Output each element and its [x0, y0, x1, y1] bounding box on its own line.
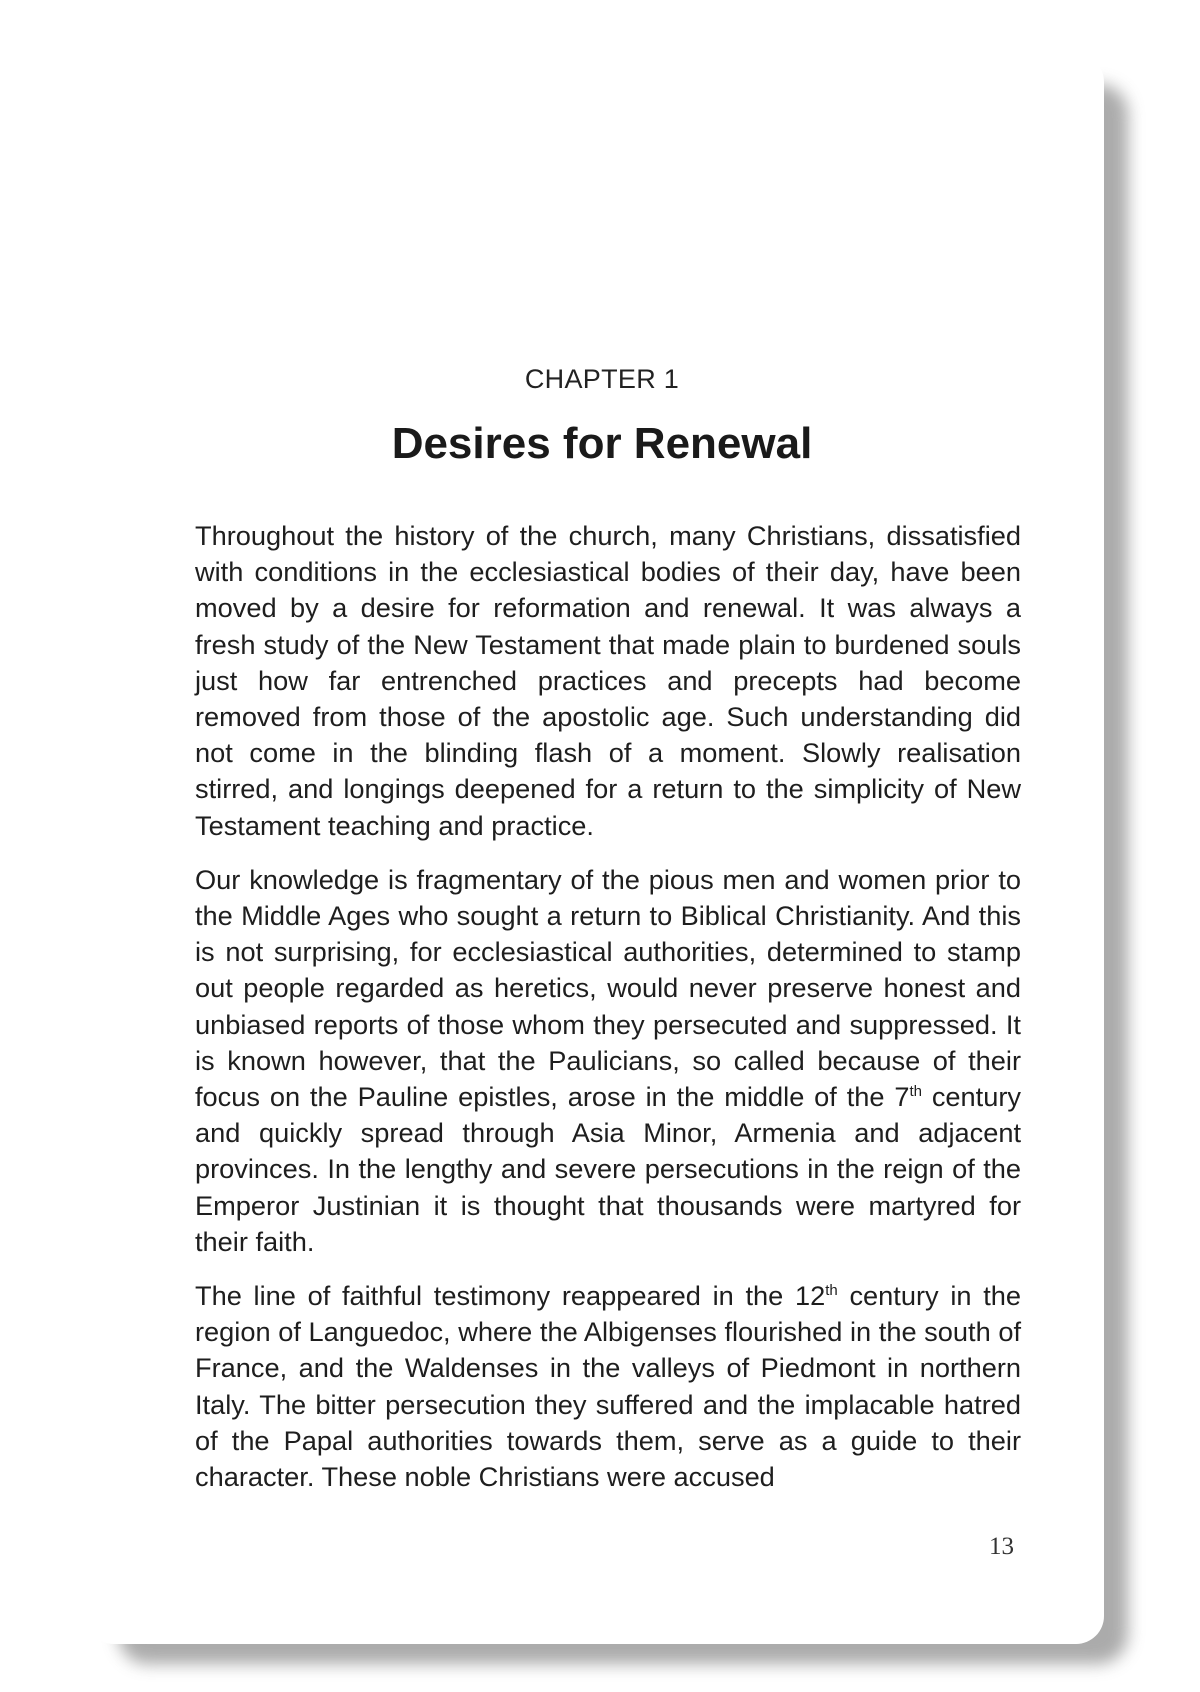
page-number: 13 [989, 1533, 1014, 1560]
ordinal-suffix: th [825, 1282, 838, 1300]
ordinal-suffix: th [909, 1083, 922, 1101]
chapter-label: CHAPTER 1 [524, 364, 680, 394]
paragraph-3 [195, 1278, 1021, 1495]
paragraph-2-text-a: Our knowledge is fragmentary of the pious men and women prior to the Middle Ages who sought a return to Biblical Christianity. And this is not surprising, for ecclesiastical authorities, determined to stamp out people regarded as heretics, would never preserve honest and unbiased reports of those whom they persecuted and suppressed. It is known however, that the Paulicians, so called because of their focus on the Pauline epistles, arose in the middle of the 7 [195, 863, 1021, 1113]
paragraph-2 [195, 862, 1021, 1260]
paragraph-2-text-b: century and quickly spread through Asia Minor, Armenia and adjacent provinces. In the lengthy and severe persecutions in the reign of the Emperor Justinian it is thought that thousands were martyred for their faith. [195, 1081, 1021, 1257]
paragraph-3-text-a: The line of faithful testimony reappeared in the 12 [195, 1280, 826, 1312]
body-text [195, 518, 1021, 1513]
paragraph-1 [195, 518, 1021, 844]
book-page [86, 54, 1104, 1644]
chapter-title: Desires for Renewal [391, 419, 813, 468]
paragraph-1-text: Throughout the history of the church, many Christians, dissatisfied with conditions in the ecclesiastical bodies of their day, have been moved by a desire for reformation and renewal. It was always a fresh study of the New Testament that made plain to burdened souls just how far entrenched practices and precepts had become removed from those of the apostolic age. Such understanding did not come in the blinding flash of a moment. Slowly realisation stirred, and longings deepened for a return to the simplicity of New Testament teaching and practice. [195, 520, 1021, 841]
paragraph-3-text-b: century in the region of Languedoc, where the Albigenses flourished in the south of France, and the Waldenses in the valleys of Piedmont in northern Italy. The bitter persecution they suffered and the implacable hatred of the Papal authorities towards them, serve as a guide to their character. These noble Christians were accused [195, 1280, 1021, 1493]
